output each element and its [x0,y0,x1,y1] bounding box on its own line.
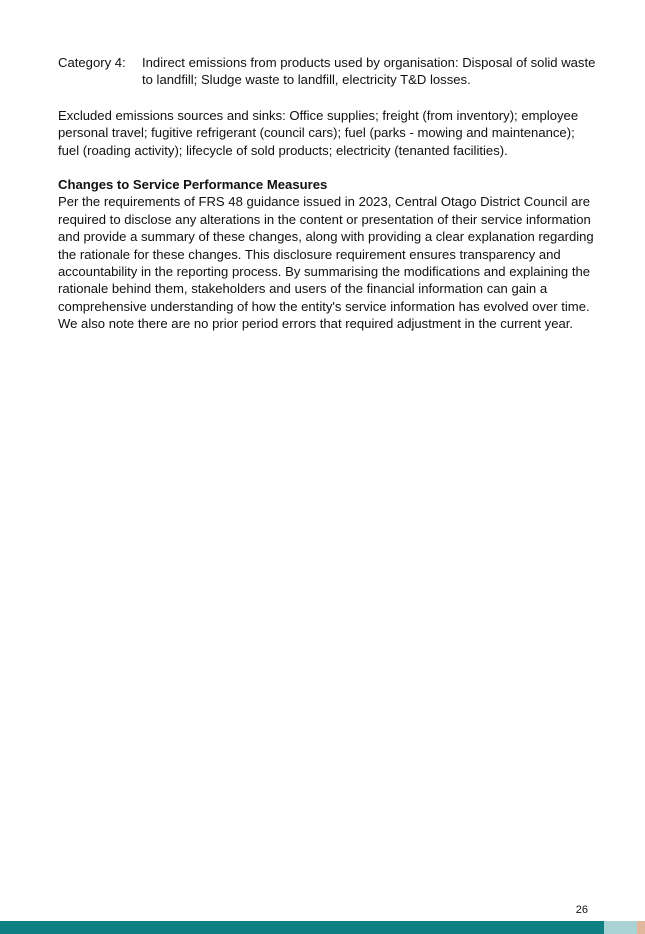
category-label: Category 4: [58,55,126,70]
footer-bar-main [0,921,604,934]
footer-bar-light [604,921,637,934]
page-content [58,54,598,333]
footer-bar [0,921,645,934]
excluded-emissions-paragraph: Excluded emissions sources and sinks: Office supplies; freight (from inventory); employee personal travel; fugitive refrigerant (council cars); fuel (parks - mowing and maintenance); fuel (roading activity); lifecycle of sold products; electricity (tenanted facilities). [58,107,579,158]
footer-bar-accent [637,921,645,934]
category-row [58,54,598,89]
section-heading: Changes to Service Performance Measures [58,177,328,193]
section-body-paragraph: Per the requirements of FRS 48 guidance issued in 2023, Central Otago District Council are required to disclose any alterations in the content or presentation of their service information and provide a summary of these changes, along with providing a clear explanation regarding the rationale for these changes. This disclosure requirement ensures transparency and accountability in the reporting process. By summarising the modifications and explaining the rationale behind them, stakeholders and users of the financial information can gain a comprehensive understanding of how the entity's service information has evolved over time. We also note there are no prior period errors that required adjustment in the current year. [58,194,594,332]
category-description: Indirect emissions from products used by organisation: Disposal of solid waste to landfill; Sludge waste to landfill, electricity T&D losses. [142,55,596,88]
page-number: 26 [575,904,588,916]
